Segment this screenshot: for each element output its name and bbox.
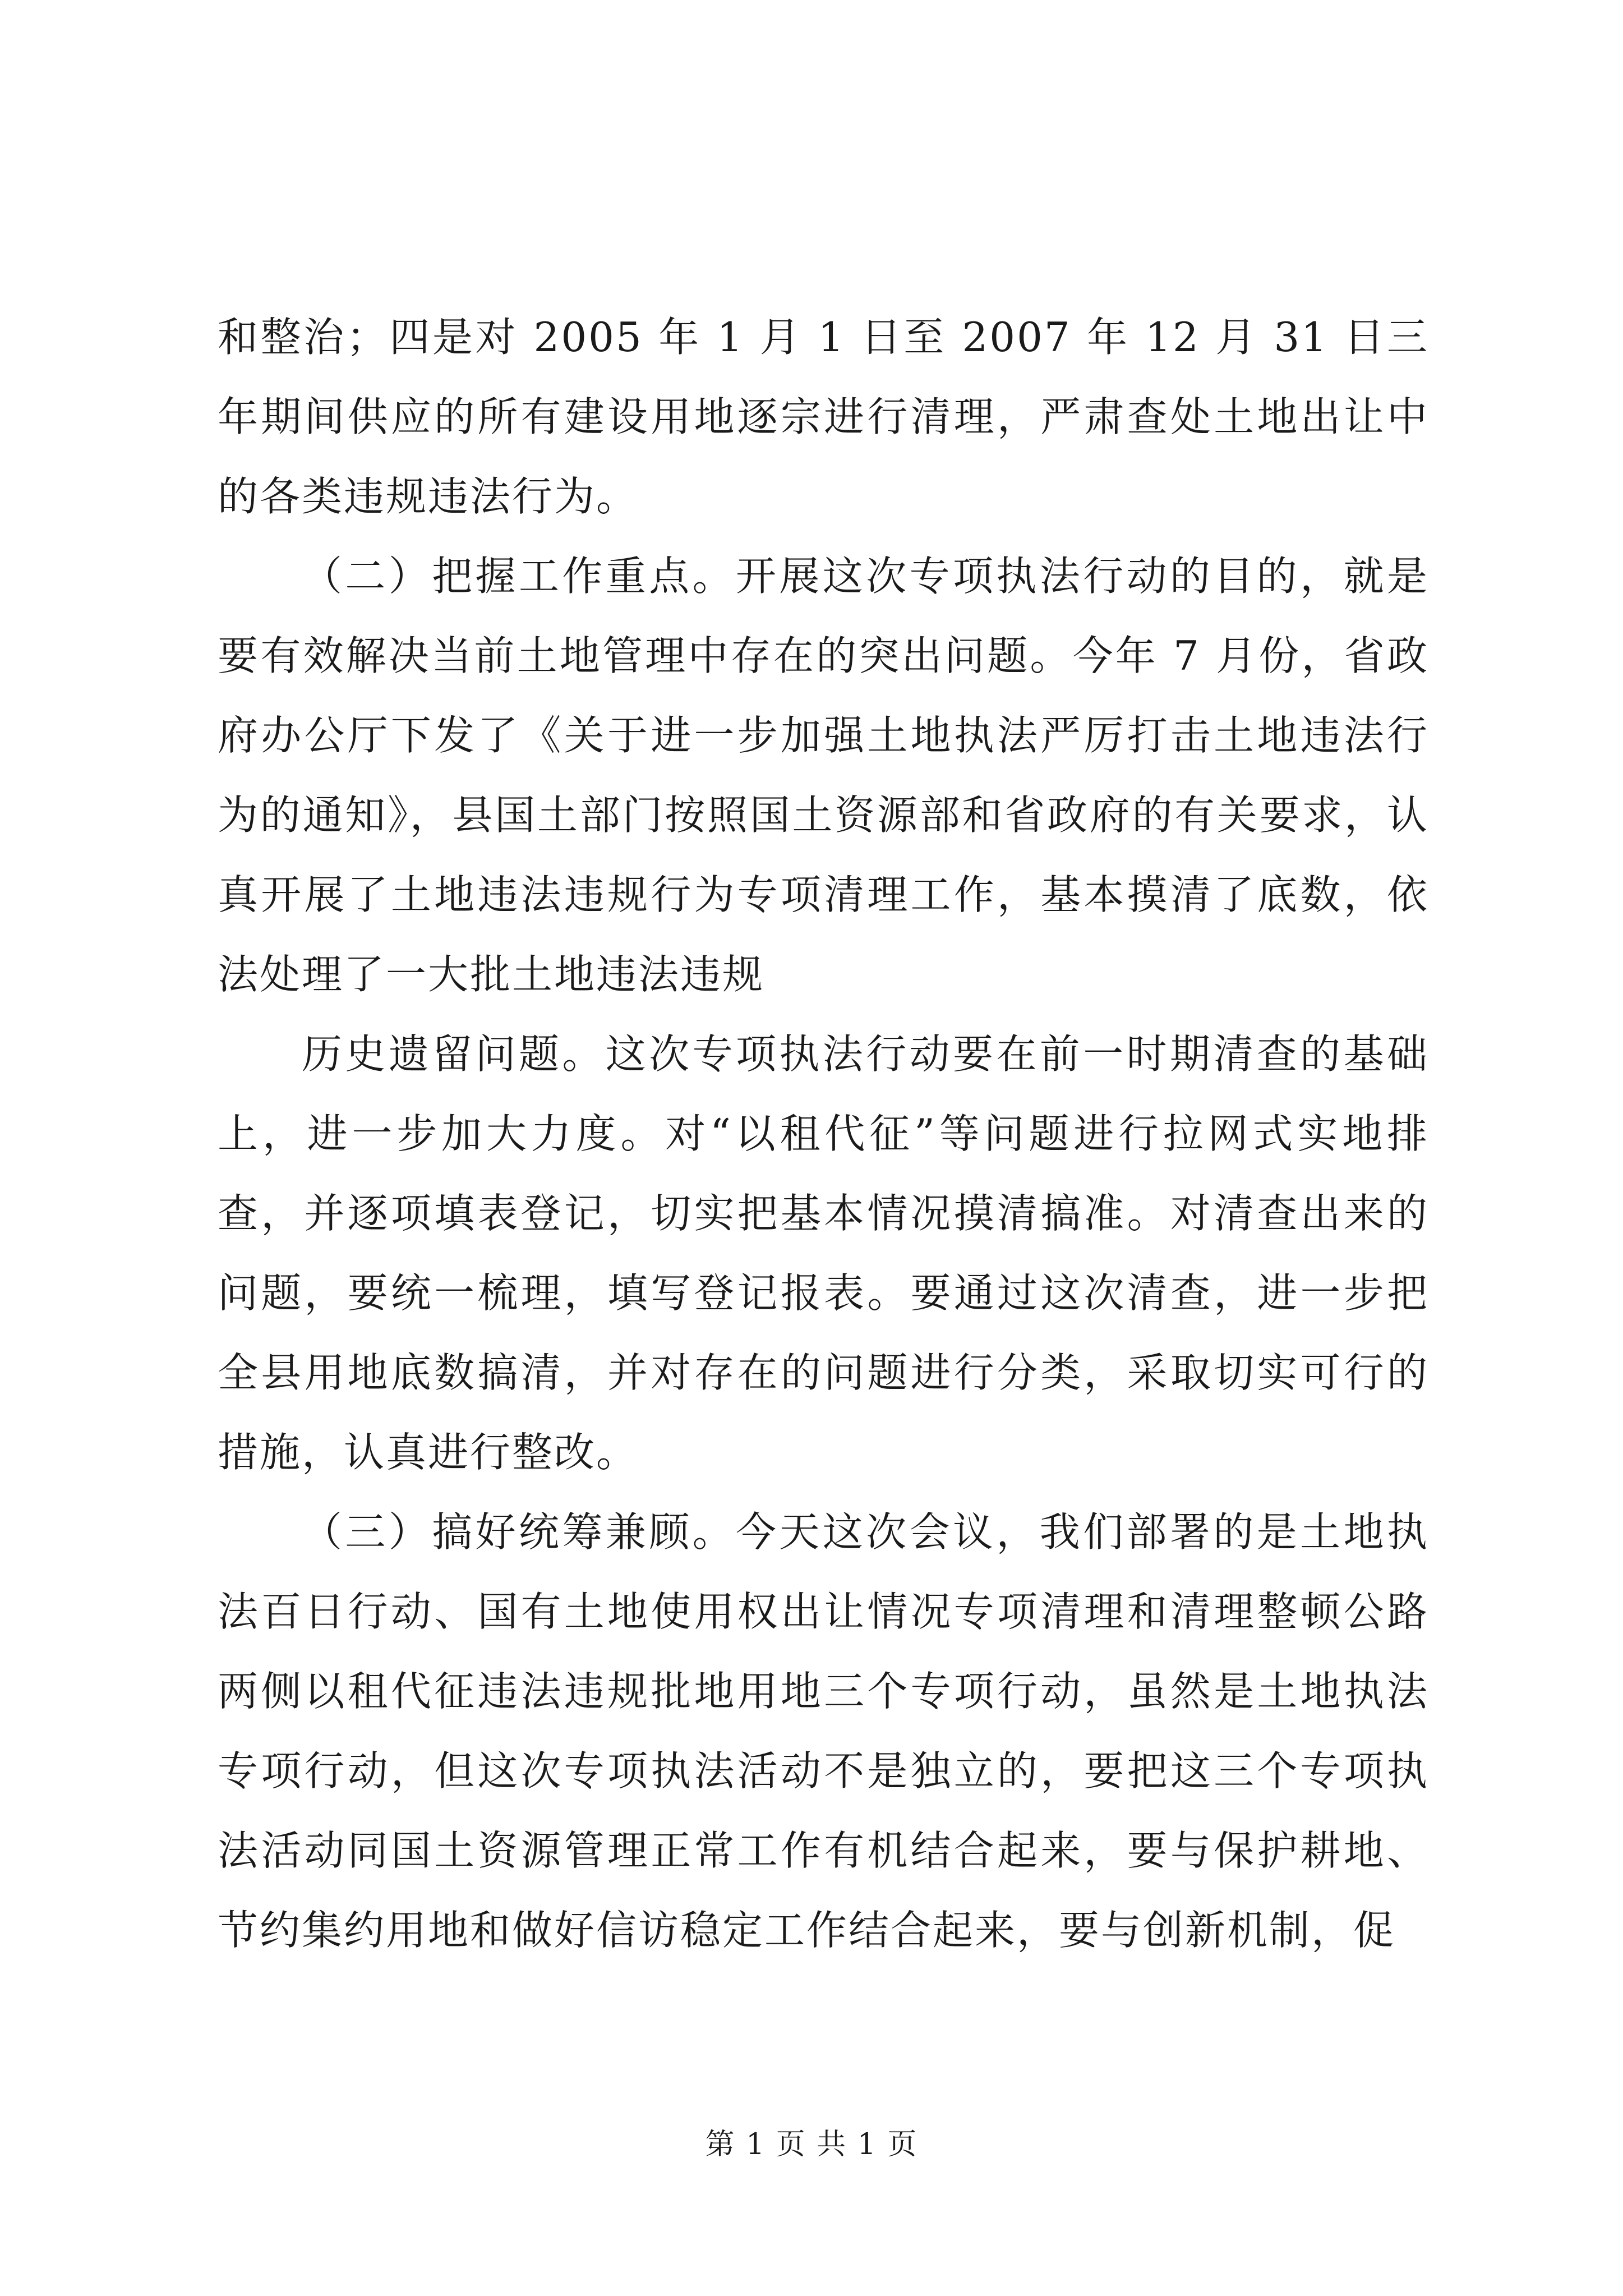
page-footer: 第 1 页 共 1 页 [705,2128,918,2161]
paragraph-section-two: （二）把握工作重点。开展这次专项执法行动的目的，就是要有效解决当前土地管理中存在的突出问题。今年 7 月份，省政府办公厅下发了《关于进一步加强土地执法严厉打击土地违法行为的通知》，县国土部门按照国土资源部和省政府的有关要求，认真开展了土地违法违规行为专项清理工作，基本摸清了底数，依法处理了一大批土地违法违规 [218,553,1429,998]
paragraph-historical-issues: 历史遗留问题。这次专项执法行动要在前一时期清查的基础上，进一步加大力度。对“以租代征”等问题进行拉网式实地排查，并逐项填表登记，切实把基本情况摸清搞准。对清查出来的问题，要统一梳理，填写登记报表。要通过这次清查，进一步把全县用地底数搞清，并对存在的问题进行分类，采取切实可行的措施，认真进行整改。 [218,1030,1429,1476]
paragraph-continuation: 和整治；四是对 2005 年 1 月 1 日至 2007 年 12 月 31 日三年期间供应的所有建设用地逐宗进行清理，严肃查处土地出让中的各类违规违法行为。 [218,314,1429,520]
paragraph-section-three: （三）搞好统筹兼顾。今天这次会议，我们部署的是土地执法百日行动、国有土地使用权出让情况专项清理和清理整顿公路两侧以租代征违法违规批地用地三个专项行动，虽然是土地执法专项行动，但这次专项执法活动不是独立的，要把这三个专项执法活动同国土资源管理正常工作有机结合起来，要与保护耕地、节约集约用地和做好信访稳定工作结合起来，要与创新机制，促 [218,1508,1429,1954]
document-body [218,297,1429,1970]
